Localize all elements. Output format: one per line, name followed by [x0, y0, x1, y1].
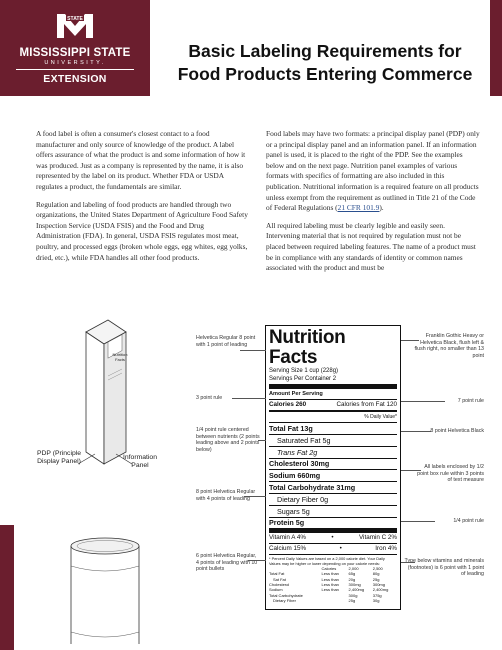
- sat-fat-row: Saturated Fat 5g: [277, 435, 331, 445]
- box-nutrition-label: Nutrition Facts: [112, 352, 128, 362]
- leader-line: [401, 521, 435, 522]
- leader-line: [401, 562, 415, 563]
- table-row: Sodium Less than 2,400mg 2,400mg: [269, 587, 389, 593]
- leader-line: [401, 401, 445, 402]
- right-paragraph-1: Food labels may have two formats: a principal display panel (PDP) only or a principal display panel and an information panel. If an information panel is used, it is placed to the right of the PDP. See the examples below and on the next page. Nutrition panel examples of various formats with specifics of formatting are also included in this publication. Nutritional information is a required feature on all products unless exempt from the requirement as outlined in Title 21 of the Code of Federal Regulations (21 CFR 101.9).: [266, 129, 480, 213]
- table-row: Dietary Fiber 25g 30g: [273, 597, 380, 603]
- left-accent-bar: [0, 525, 14, 650]
- daily-value-header: % Daily Value*: [364, 414, 397, 421]
- protein-row: Protein 5g: [269, 518, 305, 528]
- left-paragraph-1: A food label is often a consumer's closest contact to a food manufacturer and only source of knowledge of the product. A label offers assurance of what the product is and some information of how it was produced. Just as a company is represented by the name, it is also represented by the label on its product. Whether FDA or USDA regulates a product, the fundamentals are similar.: [36, 129, 246, 191]
- logo-university-word: UNIVERSITY.: [44, 60, 106, 66]
- logo-university-name: MISSISSIPPI STATE: [19, 47, 131, 59]
- note-8pt-black: 8 point Helvetica Black: [430, 428, 484, 434]
- logo-divider: [16, 69, 134, 70]
- cholesterol-row: Cholesterol 30mg: [269, 459, 330, 469]
- package-drawing: [48, 314, 198, 650]
- table-row: Sat Fat Less than 20g 25g: [273, 576, 380, 582]
- info-panel-caption: Information Panel: [122, 454, 157, 470]
- header-edge-accent: [490, 0, 502, 96]
- note-7pt-rule: 7 point rule: [457, 398, 484, 404]
- note-footnote-type: Type below vitamins and minerals (footnotes) is 6 point with 1 point of leading: [404, 558, 484, 578]
- vitamin-row: Vitamin A 4% • Vitamin C 2%: [269, 534, 397, 542]
- note-franklin-gothic: Franklin Gothic Heavy or Helvetica Black, flush left & flush right, no smaller than 13 point: [414, 333, 484, 359]
- note-6pt-bullets: 6 point Helvetica Regular, 4 points of leading with 10 point bullets: [196, 553, 258, 573]
- leader-line: [244, 496, 266, 497]
- msu-seal-icon: [55, 12, 95, 40]
- table-row: Cholesterol Less than 300mg 300mg: [269, 581, 385, 587]
- left-column: [36, 129, 248, 270]
- nutrition-facts-panel: [265, 325, 401, 610]
- total-carb-row: Total Carbohydrate 31mg: [269, 483, 356, 493]
- seal-text: STATE: [67, 16, 83, 22]
- note-helvetica-8pt: Helvetica Regular 8 point with 1 point of leading: [196, 335, 256, 348]
- table-row: Total Fat Less than 65g 80g: [269, 571, 380, 577]
- leader-line: [232, 398, 266, 399]
- leader-line: [240, 350, 266, 351]
- sodium-row: Sodium 660mg: [269, 471, 321, 481]
- leader-line: [248, 560, 266, 561]
- note-quarter-rule-centered: 1/4 point rule centered between nutrients (2 points leading above and 2 points below): [196, 427, 260, 453]
- note-3pt-rule: 3 point rule: [196, 395, 223, 401]
- trans-fat-row: Trans Fat 2g: [277, 447, 318, 457]
- left-paragraph-2: Regulation and labeling of food products are handled through two organizations, the United States Department of Agriculture Food Safety Inspection Service (USDA FSIS) and the Food and Drug Administration (FDA). In general, USDA FSIS regulates most meat, poultry, and processed eggs (broken whole eggs, egg whites, egg yolks, dried, etc.), while FDA handles all other food products.: [36, 199, 248, 262]
- total-fat-row: Total Fat 13g: [269, 424, 313, 434]
- header-band: [0, 0, 502, 96]
- right-paragraph-2: All required labeling must be clearly legible and easily seen. Intervening material that is not required by regulation must not be placed between required labeling features. The name of a product must be in compliance with any standards of identity or common names associated with the product and must be: [266, 220, 476, 273]
- mineral-row: Calcium 15% • Iron 4%: [269, 545, 397, 553]
- serving-size: Serving Size 1 cup (228g): [269, 368, 339, 374]
- nutrition-title: Nutrition Facts: [269, 327, 346, 368]
- pdp-caption: PDP (Principle Display Panel): [36, 450, 82, 466]
- table-row: Total Carbohydrate 300g 375g: [269, 592, 382, 598]
- table-row: Calories 2,000 2,500: [321, 566, 383, 572]
- cfr-link[interactable]: 21 CFR 101.9: [337, 203, 380, 213]
- dv-footnote: * Percent Daily Values are based on a 2,000 calorie diet. Your Daily Values may be higher or lower depending on your calorie needs:: [269, 556, 385, 567]
- page-title: [160, 40, 490, 86]
- leader-line: [401, 340, 419, 341]
- rule-7pt: [269, 384, 397, 389]
- msu-extension-logo: [0, 12, 150, 85]
- leader-line: [401, 470, 421, 471]
- leader-line: [258, 440, 266, 441]
- right-column: [266, 129, 480, 281]
- servings-per-container: Servings Per Container 2: [269, 375, 337, 382]
- package-illustration: [36, 314, 198, 650]
- amount-per-serving: Amount Per Serving: [269, 391, 323, 397]
- note-quarter-rule: 1/4 point rule: [453, 518, 484, 524]
- note-8pt-regular: 8 point Helvetica Regular with 4 points of leading: [196, 489, 256, 502]
- leader-line: [401, 431, 431, 432]
- logo-extension: EXTENSION: [43, 73, 107, 85]
- footnote-table: [269, 566, 397, 603]
- calories-row: Calories 260 Calories from Fat 120: [269, 400, 397, 408]
- note-box-rule: All labels enclosed by 1/2 point box rule within 3 points of text measure: [417, 464, 484, 484]
- fiber-row: Dietary Fiber 0g: [277, 494, 329, 504]
- rule-3pt: [269, 410, 397, 413]
- title-line-1: Basic Labeling Requirements for: [188, 41, 462, 61]
- title-line-2: Food Products Entering Commerce: [177, 64, 473, 84]
- sugars-row: Sugars 5g: [277, 506, 310, 516]
